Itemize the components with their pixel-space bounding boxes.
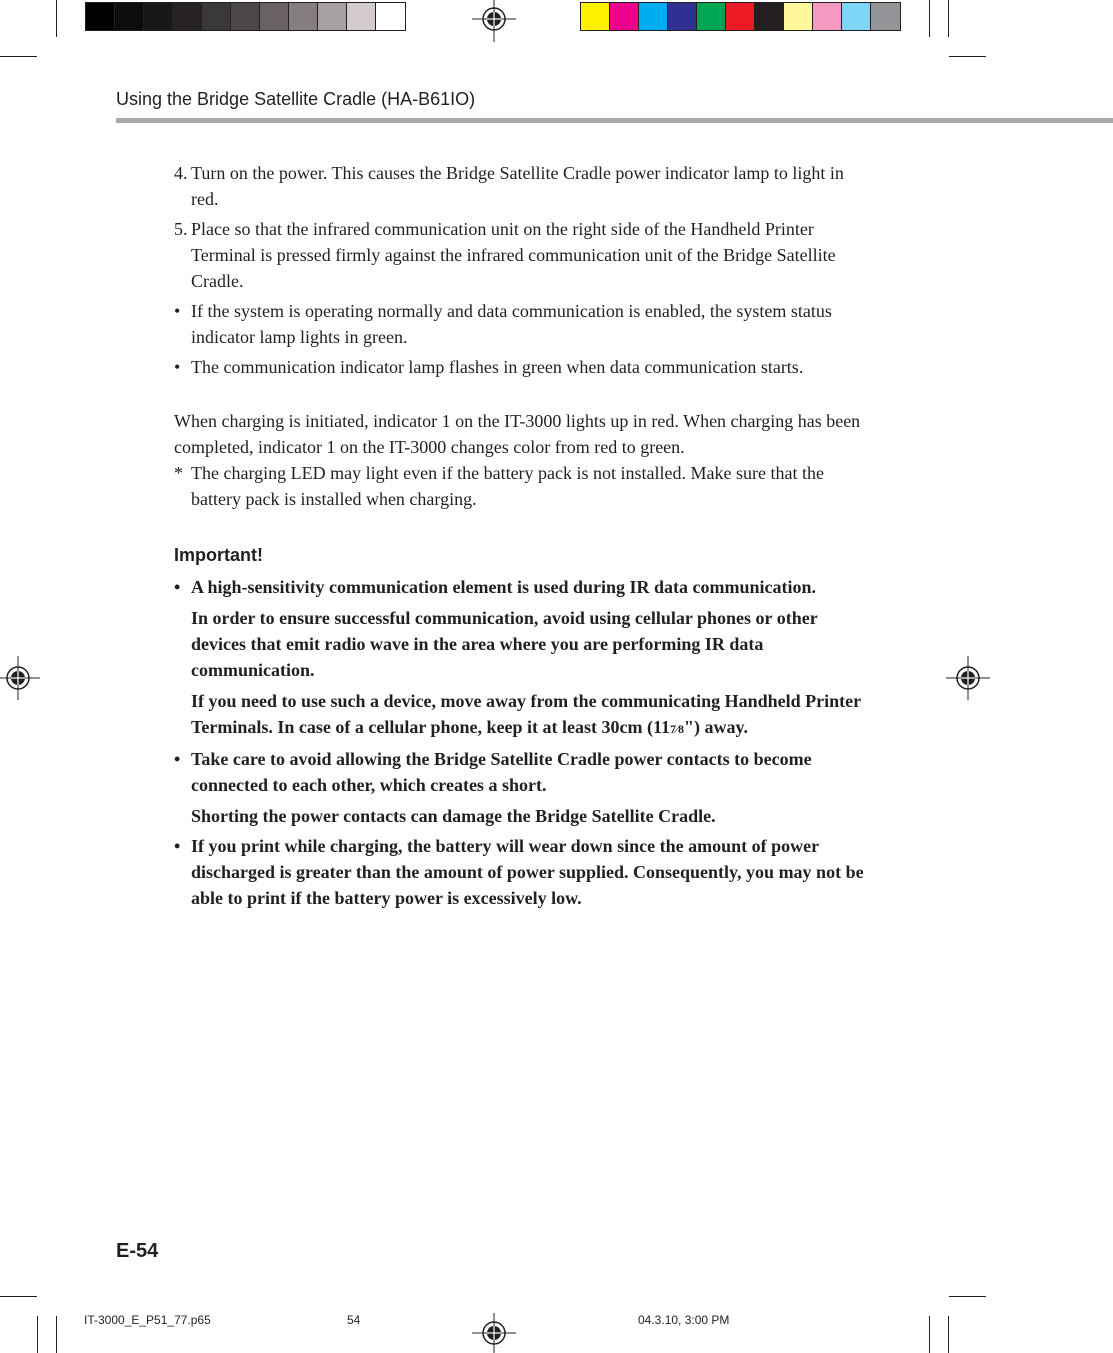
step-text: Place so that the infrared communication unit on the right side of the Handheld Printer Terminal is pressed firmly against the infrared communication unit of the Bridge Satellite Cradle. bbox=[191, 219, 836, 291]
color-swatch bbox=[376, 3, 405, 30]
color-swatch bbox=[289, 3, 318, 30]
step-number: 5. bbox=[174, 219, 188, 239]
color-swatch bbox=[144, 3, 173, 30]
color-swatch bbox=[173, 3, 202, 30]
registration-mark-icon bbox=[0, 656, 40, 700]
color-swatch bbox=[639, 3, 668, 30]
important-heading: Important! bbox=[174, 545, 263, 565]
note-text: The charging LED may light even if the battery pack is not installed. Make sure that the battery pack is installed when charging. bbox=[191, 463, 824, 509]
bullet-marker: • bbox=[174, 836, 181, 856]
important-text: If you print while charging, the battery will wear down since the amount of power discharged is greater than the amount of power supplied. Consequently, you may not be able to print if the battery power is excessively low. bbox=[191, 836, 864, 908]
important-bullet bbox=[174, 833, 874, 911]
color-swatch bbox=[726, 3, 755, 30]
bullet-marker: • bbox=[174, 577, 181, 597]
bullet-marker: • bbox=[174, 749, 181, 769]
crop-mark bbox=[929, 1316, 930, 1353]
color-swatch bbox=[260, 3, 289, 30]
crop-mark bbox=[949, 56, 986, 57]
color-swatch bbox=[610, 3, 639, 30]
important-text: If you need to use such a device, move away from the communicating Handheld Printer Terminals. In case of a cellular phone, keep it at least 30cm (117⁄8") away. bbox=[191, 691, 861, 737]
color-swatch bbox=[347, 3, 376, 30]
bullet-item bbox=[174, 298, 874, 350]
registration-mark-icon bbox=[946, 656, 990, 700]
color-swatch bbox=[842, 3, 871, 30]
color-swatch bbox=[871, 3, 900, 30]
color-swatch bbox=[581, 3, 610, 30]
crop-mark bbox=[949, 1296, 986, 1297]
process-color-bar bbox=[580, 2, 901, 31]
color-swatch bbox=[202, 3, 231, 30]
bullet-item bbox=[174, 354, 874, 380]
step-text: Turn on the power. This causes the Bridge Satellite Cradle power indicator lamp to light in red. bbox=[191, 163, 844, 209]
footer-datetime: 04.3.10, 3:00 PM bbox=[638, 1313, 730, 1327]
crop-mark bbox=[948, 1316, 949, 1353]
bullet-text: If the system is operating normally and data communication is enabled, the system status indicator lamp lights in green. bbox=[191, 301, 832, 347]
header-rule bbox=[116, 118, 1113, 123]
important-text: Shorting the power contacts can damage the Bridge Satellite Cradle. bbox=[191, 806, 716, 826]
fraction: 7⁄8 bbox=[669, 722, 684, 736]
important-bullet bbox=[174, 746, 874, 829]
step-item bbox=[174, 216, 874, 294]
color-swatch bbox=[86, 3, 115, 30]
important-text: Take care to avoid allowing the Bridge Satellite Cradle power contacts to become connected to each other, which creates a short. bbox=[191, 749, 812, 795]
important-text: A high-sensitivity communication element is used during IR data communication. bbox=[191, 577, 817, 597]
crop-mark bbox=[56, 0, 57, 37]
important-bullet bbox=[174, 574, 874, 742]
bullet-marker: • bbox=[174, 357, 181, 377]
color-swatch bbox=[755, 3, 784, 30]
color-swatch bbox=[318, 3, 347, 30]
charging-paragraph: When charging is initiated, indicator 1 on the IT-3000 lights up in red. When charging has been completed, indicator 1 on the IT-3000 changes color from red to green. bbox=[174, 411, 861, 457]
color-swatch bbox=[231, 3, 260, 30]
crop-mark bbox=[929, 0, 930, 37]
running-header: Using the Bridge Satellite Cradle (HA-B61IO) bbox=[116, 89, 476, 109]
crop-mark bbox=[948, 0, 949, 37]
footer-page: 54 bbox=[347, 1313, 361, 1327]
bullet-marker: • bbox=[174, 301, 181, 321]
page-body bbox=[174, 160, 874, 911]
crop-mark bbox=[56, 1316, 57, 1353]
note-item bbox=[174, 460, 874, 512]
registration-mark-icon bbox=[472, 0, 516, 42]
footer-filename: IT-3000_E_P51_77.p65 bbox=[84, 1313, 211, 1327]
registration-mark-icon bbox=[472, 1313, 516, 1353]
color-swatch bbox=[668, 3, 697, 30]
important-text: In order to ensure successful communication, avoid using cellular phones or other devices that emit radio wave in the area where you are performing IR data communication. bbox=[191, 608, 818, 680]
color-swatch bbox=[115, 3, 144, 30]
step-item bbox=[174, 160, 874, 212]
step-number: 4. bbox=[174, 163, 188, 183]
grayscale-color-bar bbox=[85, 2, 406, 31]
color-swatch bbox=[697, 3, 726, 30]
note-marker: * bbox=[174, 463, 183, 483]
crop-mark bbox=[0, 56, 37, 57]
color-swatch bbox=[813, 3, 842, 30]
color-swatch bbox=[784, 3, 813, 30]
crop-mark bbox=[37, 1316, 38, 1353]
page-number: E-54 bbox=[116, 1240, 159, 1262]
bullet-text: The communication indicator lamp flashes in green when data communication starts. bbox=[191, 357, 804, 377]
crop-mark bbox=[0, 1296, 37, 1297]
